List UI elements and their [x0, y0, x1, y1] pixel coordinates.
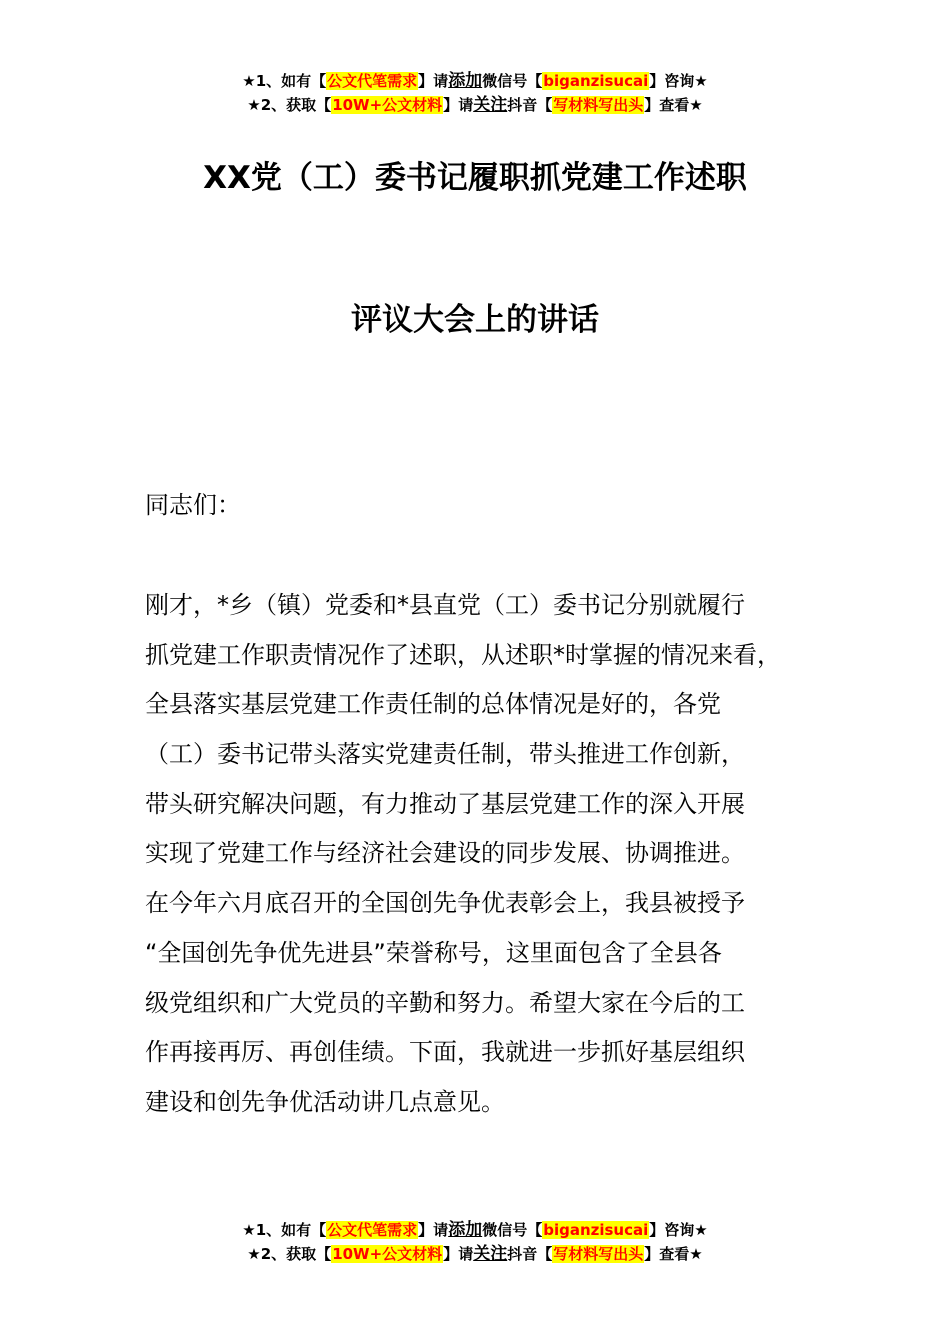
promo-highlight: 10W+公文材料: [332, 96, 443, 114]
promo-emphasis: 添加: [448, 71, 483, 91]
promo-text: 】查看★: [644, 1245, 703, 1263]
promo-text: 】请: [418, 1221, 449, 1239]
promo-text: ★2、获取【: [247, 96, 332, 114]
body-line: “全国创先争优先进县”荣誉称号，这里面包含了全县各: [145, 938, 722, 967]
body-line: 刚才，*乡（镇）党委和*县直党（工）委书记分别就履行: [145, 591, 745, 619]
promo-highlight: 10W+公文材料: [332, 1245, 443, 1263]
promo-emphasis: 添加: [448, 1220, 483, 1240]
body-line: （工）委书记带头落实党建责任制，带头推进工作创新，: [145, 740, 745, 769]
promo-line-2: [0, 93, 950, 117]
promo-text: ★2、获取【: [247, 1245, 332, 1263]
promo-text: 】请: [443, 96, 474, 114]
promo-highlight: 公文代笔需求: [327, 72, 418, 90]
body-line: 带头研究解决问题，有力推动了基层党建工作的深入开展: [145, 789, 745, 818]
promo-text: ★1、如有【: [242, 1221, 327, 1239]
body-line: 在今年六月底召开的全国创先争优表彰会上，我县被授予: [145, 889, 745, 918]
greeting: 同志们：: [145, 491, 241, 519]
promo-banner-top: [0, 69, 950, 117]
body-line: 级党组织和广大党员的辛勤和努力。希望大家在今后的工: [145, 988, 745, 1017]
promo-line-1: [0, 69, 950, 93]
promo-text: 微信号【: [482, 1221, 543, 1239]
body-line: 作再接再厉、再创佳绩。下面，我就进一步抓好基层组织: [145, 1038, 745, 1067]
promo-line-1: [0, 1218, 950, 1242]
promo-douyin-id: 写材料写出头: [553, 96, 644, 114]
promo-text: 】请: [418, 72, 449, 90]
body-line: 实现了党建工作与经济社会建设的同步发展、协调推进。: [145, 839, 745, 868]
promo-wechat-id: biganzisucai: [543, 72, 649, 90]
document-title-line-2: 评议大会上的讲话: [351, 302, 599, 338]
promo-text: 】查看★: [644, 96, 703, 114]
body-paragraph: [145, 587, 845, 1134]
body-line: 全县落实基层党建工作责任制的总体情况是好的，各党: [145, 690, 721, 719]
body-line: 建设和创先争优活动讲几点意见。: [145, 1087, 505, 1116]
promo-text: 抖音【: [507, 96, 553, 114]
promo-text: 】咨询★: [649, 72, 708, 90]
promo-text: 】请: [443, 1245, 474, 1263]
promo-emphasis: 关注: [473, 1244, 508, 1264]
document-title-line-1: XX党（工）委书记履职抓党建工作述职: [203, 160, 747, 196]
promo-text: 抖音【: [507, 1245, 553, 1263]
promo-text: 】咨询★: [649, 1221, 708, 1239]
promo-text: 微信号【: [482, 72, 543, 90]
promo-douyin-id: 写材料写出头: [553, 1245, 644, 1263]
promo-emphasis: 关注: [473, 95, 508, 115]
promo-line-2: [0, 1242, 950, 1266]
promo-wechat-id: biganzisucai: [543, 1221, 649, 1239]
body-line: 抓党建工作职责情况作了述职，从述职*时掌握的情况来看，: [145, 640, 781, 669]
promo-highlight: 公文代笔需求: [327, 1221, 418, 1239]
promo-text: ★1、如有【: [242, 72, 327, 90]
promo-banner-bottom: [0, 1218, 950, 1266]
